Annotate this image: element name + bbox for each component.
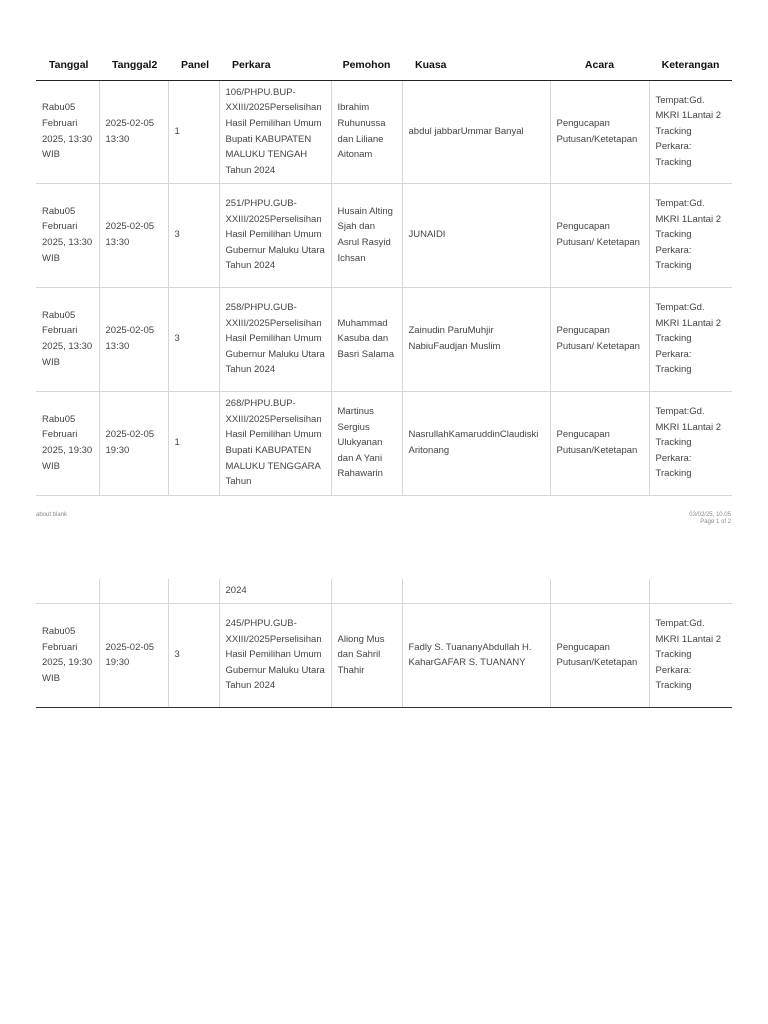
cell-kuasa: NasrullahKamaruddinClaudiski Aritonang	[402, 391, 550, 495]
column-header-pemohon: Pemohon	[331, 50, 402, 80]
cell-tanggal: Rabu05 Februari 2025, 13:30 WIB	[36, 80, 99, 183]
table-row-continuation	[36, 579, 732, 603]
column-header-kuasa: Kuasa	[402, 50, 550, 80]
column-header-tanggal2: Tanggal2	[99, 50, 168, 80]
cell-panel: 3	[168, 287, 219, 391]
cell-keterangan: Tempat:Gd. MKRI 1Lantai 2 Tracking Perkara: Tracking	[649, 391, 732, 495]
cell-acara: Pengucapan Putusan/ Ketetapan	[550, 183, 649, 287]
cell-pemohon	[331, 579, 402, 603]
cell-perkara: 251/PHPU.GUB-XXIII/2025Perselisihan Hasil Pemilihan Umum Gubernur Maluku Utara Tahun 2024	[219, 183, 331, 287]
cell-panel: 1	[168, 80, 219, 183]
column-header-panel: Panel	[168, 50, 219, 80]
cell-kuasa: JUNAIDI	[402, 183, 550, 287]
cell-kuasa: Fadly S. TuananyAbdullah H. KaharGAFAR S. TUANANY	[402, 603, 550, 707]
table-header	[36, 50, 732, 80]
cell-tanggal2: 2025-02-05 13:30	[99, 287, 168, 391]
cell-keterangan	[649, 579, 732, 603]
footer-datetime: 03/02/25, 10.05	[689, 512, 731, 518]
column-header-tanggal: Tanggal	[36, 50, 99, 80]
table-row	[36, 603, 732, 707]
cell-keterangan: Tempat:Gd. MKRI 1Lantai 2 Tracking Perkara: Tracking	[649, 603, 732, 707]
cell-perkara: 258/PHPU.GUB-XXIII/2025Perselisihan Hasil Pemilihan Umum Gubernur Maluku Utara Tahun 2024	[219, 287, 331, 391]
table-row	[36, 80, 732, 183]
cell-tanggal2	[99, 579, 168, 603]
footer-page-number: Page 1 of 2	[700, 519, 731, 525]
cell-tanggal2: 2025-02-05 19:30	[99, 391, 168, 495]
cell-tanggal2: 2025-02-05 19:30	[99, 603, 168, 707]
cell-kuasa: abdul jabbarUmmar Banyal	[402, 80, 550, 183]
cell-acara: Pengucapan Putusan/ Ketetapan	[550, 287, 649, 391]
table-row	[36, 391, 732, 495]
cell-tanggal: Rabu05 Februari 2025, 19:30 WIB	[36, 391, 99, 495]
cell-pemohon: Martinus Sergius Ulukyanan dan A Yani Rahawarin	[331, 391, 402, 495]
cell-tanggal: Rabu05 Februari 2025, 13:30 WIB	[36, 287, 99, 391]
cell-acara: Pengucapan Putusan/Ketetapan	[550, 391, 649, 495]
print-page-1	[36, 50, 732, 496]
cell-keterangan: Tempat:Gd. MKRI 1Lantai 2 Tracking Perkara: Tracking	[649, 80, 732, 183]
column-header-perkara: Perkara	[219, 50, 331, 80]
schedule-table-continued	[36, 579, 732, 708]
table-row	[36, 183, 732, 287]
schedule-table	[36, 50, 732, 496]
cell-perkara: 2024	[219, 579, 331, 603]
cell-keterangan: Tempat:Gd. MKRI 1Lantai 2 Tracking Perkara: Tracking	[649, 183, 732, 287]
cell-pemohon: Husain Alting Sjah dan Asrul Rasyid Ichsan	[331, 183, 402, 287]
footer-url: about:blank	[36, 512, 68, 518]
cell-tanggal: Rabu05 Februari 2025, 19:30 WIB	[36, 603, 99, 707]
cell-panel: 1	[168, 391, 219, 495]
cell-keterangan: Tempat:Gd. MKRI 1Lantai 2 Tracking Perkara: Tracking	[649, 287, 732, 391]
cell-pemohon: Ibrahim Ruhunussa dan Liliane Aitonam	[331, 80, 402, 183]
cell-tanggal: Rabu05 Februari 2025, 13:30 WIB	[36, 183, 99, 287]
cell-pemohon: Aliong Mus dan Sahril Thahir	[331, 603, 402, 707]
cell-pemohon: Muhammad Kasuba dan Basri Salama	[331, 287, 402, 391]
footer-meta	[689, 512, 731, 526]
cell-perkara: 268/PHPU.BUP-XXIII/2025Perselisihan Hasil Pemilihan Umum Bupati KABUPATEN MALUKU TENGGARA Tahun	[219, 391, 331, 495]
table-row	[36, 287, 732, 391]
cell-tanggal	[36, 579, 99, 603]
column-header-keterangan: Keterangan	[649, 50, 732, 80]
print-page-2	[36, 579, 732, 708]
column-header-acara: Acara	[550, 50, 649, 80]
cell-perkara: 245/PHPU.GUB-XXIII/2025Perselisihan Hasil Pemilihan Umum Gubernur Maluku Utara Tahun 2024	[219, 603, 331, 707]
cell-acara: Pengucapan Putusan/Ketetapan	[550, 603, 649, 707]
cell-acara: Pengucapan Putusan/Ketetapan	[550, 80, 649, 183]
cell-kuasa: Zainudin ParuMuhjir NabiuFaudjan Muslim	[402, 287, 550, 391]
cell-perkara: 106/PHPU.BUP-XXIII/2025Perselisihan Hasil Pemilihan Umum Bupati KABUPATEN MALUKU TENGAH Tahun 2024	[219, 80, 331, 183]
cell-tanggal2: 2025-02-05 13:30	[99, 183, 168, 287]
cell-panel	[168, 579, 219, 603]
cell-kuasa	[402, 579, 550, 603]
cell-panel: 3	[168, 183, 219, 287]
cell-acara	[550, 579, 649, 603]
cell-panel: 3	[168, 603, 219, 707]
cell-tanggal2: 2025-02-05 13:30	[99, 80, 168, 183]
